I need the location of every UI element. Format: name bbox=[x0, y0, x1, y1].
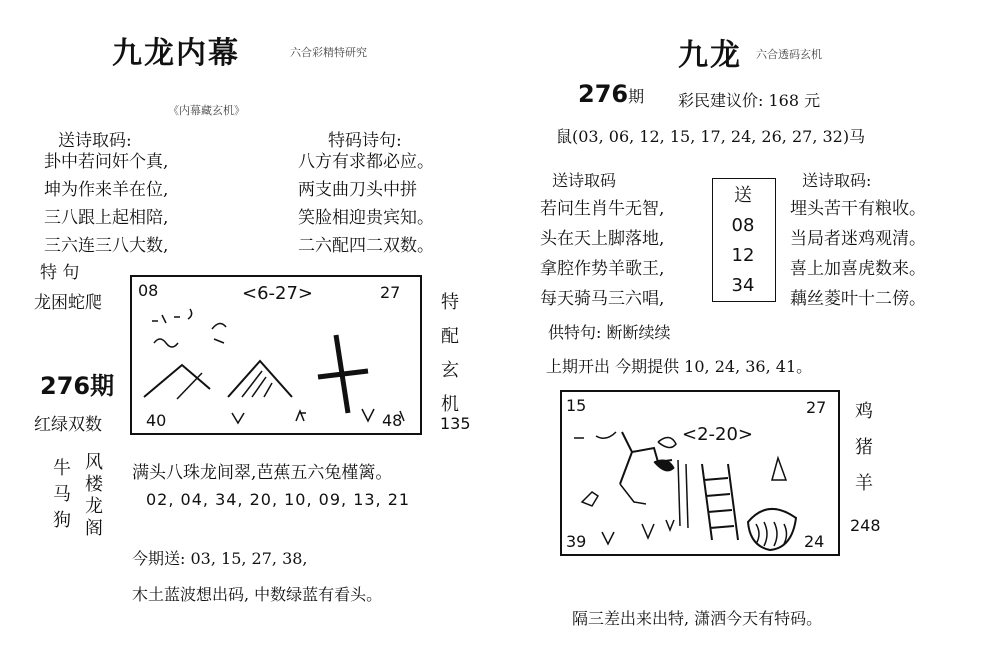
poem-line: 每天骑马三六唱, bbox=[540, 289, 665, 309]
left-title: 九龙内幕 bbox=[112, 36, 240, 71]
drawing-top-right: 27 bbox=[806, 398, 827, 417]
right-zodiac-column bbox=[852, 394, 876, 502]
right-zodiac-number: 248 bbox=[850, 516, 881, 535]
drawing-bottom-right: 24 bbox=[804, 532, 825, 551]
zodiac-char: 牛 bbox=[53, 458, 71, 479]
tower-char: 楼 bbox=[85, 474, 103, 495]
tower-char: 风 bbox=[85, 452, 103, 473]
right-send-heading-right: 送诗取码: bbox=[802, 171, 872, 190]
right-send-heading-left: 送诗取码 bbox=[552, 171, 617, 190]
tower-char: 阁 bbox=[85, 518, 103, 539]
tower-column bbox=[82, 452, 106, 540]
right-send-poem-right bbox=[790, 194, 926, 314]
poem-line: 两支曲刀头中拼 bbox=[298, 180, 417, 200]
poem-line: 坤为作来羊在位, bbox=[44, 180, 169, 200]
poem-line: 藕丝菱叶十二傍。 bbox=[790, 289, 926, 309]
send-poem bbox=[44, 148, 168, 260]
poem-line: 当局者迷鸡观清。 bbox=[790, 229, 926, 249]
send-box-items bbox=[713, 181, 773, 301]
column-char: 配 bbox=[441, 326, 459, 347]
drawing-top-left: 08 bbox=[138, 281, 159, 300]
poem-line: 拿腔作势羊歌王, bbox=[540, 259, 665, 279]
poem-line: 头在天上脚落地, bbox=[540, 229, 665, 249]
left-title-note: 六合彩精特研究 bbox=[290, 46, 367, 59]
zodiac-char: 鸡 bbox=[855, 401, 873, 422]
rat-line: 鼠(03, 06, 12, 15, 17, 24, 26, 27, 32)马 bbox=[556, 127, 866, 146]
send-box-label: 送 bbox=[734, 185, 752, 206]
price-label: 彩民建议价: 168 元 bbox=[678, 91, 821, 110]
right-send-poem-left bbox=[540, 194, 664, 314]
special-poem bbox=[298, 148, 434, 260]
poem-line: 三六连三八大数, bbox=[44, 236, 169, 256]
red-green-label: 红绿双数 bbox=[34, 415, 102, 435]
send-poem-heading: 送诗取码: bbox=[58, 131, 132, 151]
drawing-bottom-left: 40 bbox=[146, 411, 167, 430]
tower-char: 龙 bbox=[85, 496, 103, 517]
left-subtitle: 《内幕藏玄机》 bbox=[168, 104, 245, 117]
drawing-bottom-right: 48 bbox=[382, 411, 403, 430]
drawing-top-right: 27 bbox=[380, 283, 401, 302]
right-title: 九龙 bbox=[678, 38, 742, 73]
special-poem-heading: 特码诗句: bbox=[328, 131, 402, 151]
right-title-note: 六合透码玄机 bbox=[756, 48, 822, 61]
left-numbers: 02, 04, 34, 20, 10, 09, 13, 21 bbox=[146, 490, 411, 509]
zodiac-char: 马 bbox=[53, 484, 71, 505]
figure-drawing bbox=[562, 392, 838, 554]
special-phrase-label: 特 句 bbox=[40, 263, 80, 283]
left-verse: 满头八珠龙间翠,芭蕉五六兔槿篱。 bbox=[132, 463, 393, 483]
send-box-number: 12 bbox=[731, 245, 755, 266]
left-issue: 276期 bbox=[40, 372, 115, 400]
poem-line: 笑脸相迎贵宾知。 bbox=[298, 208, 434, 228]
special-phrase: 龙困蛇爬 bbox=[34, 293, 102, 313]
left-right-column bbox=[438, 286, 462, 422]
right-closing: 隔三差出来出特, 潇洒今天有特码。 bbox=[572, 609, 823, 628]
drawing-bottom-left: 39 bbox=[566, 532, 587, 551]
zodiac-char: 狗 bbox=[53, 510, 71, 531]
poem-line: 埋头苦干有粮收。 bbox=[790, 199, 926, 219]
right-issue-number: 276 bbox=[578, 80, 629, 108]
right-issue-suffix: 期 bbox=[628, 87, 645, 106]
right-issue bbox=[578, 80, 644, 108]
drawing-range: <2-20> bbox=[682, 424, 754, 445]
left-drawing-box bbox=[130, 275, 422, 435]
poem-line: 喜上加喜虎数来。 bbox=[790, 259, 926, 279]
zodiac-char: 羊 bbox=[855, 473, 873, 494]
left-right-number: 135 bbox=[440, 414, 471, 433]
poem-line: 二六配四二双数。 bbox=[298, 236, 434, 256]
send-box bbox=[712, 178, 776, 302]
drawing-range: <6-27> bbox=[242, 283, 314, 304]
zodiac-char: 猪 bbox=[855, 437, 873, 458]
right-special-phrase: 供特句: 断断续续 bbox=[548, 323, 671, 342]
this-issue-numbers: 今期送: 03, 15, 27, 38, bbox=[132, 549, 308, 568]
poem-line: 若问生肖牛无智, bbox=[540, 199, 665, 219]
poem-line: 八方有求都必应。 bbox=[298, 152, 434, 172]
send-box-number: 34 bbox=[731, 275, 755, 296]
poem-line: 卦中若问奸个真, bbox=[44, 152, 169, 172]
left-zodiac-column bbox=[50, 456, 74, 534]
left-closing: 木土蓝波想出码, 中数绿蓝有看头。 bbox=[132, 585, 383, 604]
last-issue-line: 上期开出 今期提供 10, 24, 36, 41。 bbox=[546, 357, 813, 376]
column-char: 机 bbox=[441, 394, 459, 415]
send-box-number: 08 bbox=[731, 215, 755, 236]
column-char: 特 bbox=[441, 292, 459, 313]
drawing-top-left: 15 bbox=[566, 396, 587, 415]
right-drawing-box bbox=[560, 390, 840, 556]
column-char: 玄 bbox=[441, 360, 459, 381]
poem-line: 三八跟上起相陪, bbox=[44, 208, 169, 228]
